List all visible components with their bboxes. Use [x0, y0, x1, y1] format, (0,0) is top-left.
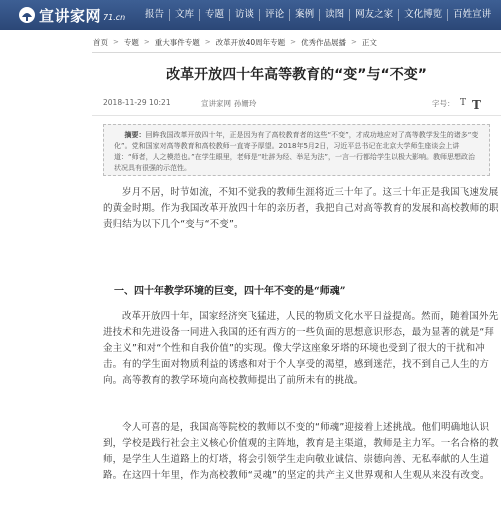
nav-item-library[interactable]: 文库 — [169, 9, 199, 21]
breadcrumb-separator-icon: > — [113, 38, 119, 46]
breadcrumb-separator-icon: > — [204, 38, 211, 46]
nav-item-topics[interactable]: 专题 — [199, 9, 229, 21]
breadcrumb-separator-icon: > — [351, 38, 357, 46]
nav-item-reports[interactable]: 报告 — [145, 9, 165, 20]
breadcrumb-separator-icon: > — [143, 38, 150, 46]
font-size-label: 字号： — [432, 99, 455, 108]
nav-item-cases[interactable]: 案例 — [289, 9, 319, 21]
nav-item-community[interactable]: 网友之家 — [349, 9, 398, 21]
breadcrumb-current: 正文 — [361, 37, 377, 47]
nav-item-culture[interactable]: 文化博览 — [398, 9, 447, 21]
divider — [92, 115, 501, 116]
font-large-button[interactable]: T — [472, 98, 481, 112]
nav-item-public-lectures[interactable]: 百姓宣讲 — [447, 9, 496, 21]
breadcrumb-showcase[interactable]: 优秀作品展播 — [301, 37, 347, 47]
breadcrumb-topics[interactable]: 专题 — [123, 37, 139, 47]
article-paragraph: 岁月不居，时节如流，不知不觉我的教师生涯将近三十年了。这三十年正是我国飞速发展的黄金时期。作为我国改革开放四十年的亲历者，我把自己对高等教育的发展和高校教师的职责归结为以下几个“变与“不变”。 — [103, 187, 499, 230]
divider — [92, 52, 501, 53]
article-abstract — [103, 124, 490, 176]
nav-item-comments[interactable]: 评论 — [259, 9, 289, 21]
logo-emblem-icon — [18, 6, 36, 24]
nav-item-images[interactable]: 读图 — [319, 9, 349, 21]
breadcrumb-separator-icon: > — [290, 38, 297, 46]
abstract-text: 回眸我国改革开放四十年，正是因为有了高校教育者的这些“不变”，才成功地应对了高等教学发生的诸多“变化”。党和国家对高等教育和高校教师一直寄予厚望。2018年5月2日，习近平总书记在北京大学师生座谈会上讲道：“师者，人之模范也。”在学生眼里，老师是“吐辞为经、举足为法”，一言一行都给学生以极大影响。教师思想政治状况具有很强的示范性。 — [114, 131, 479, 172]
breadcrumb — [93, 36, 377, 48]
site-suffix: 71.cn — [103, 13, 126, 22]
breadcrumb-reform-40[interactable]: 改革开放40周年专题 — [215, 37, 286, 47]
article-paragraph: 令人可喜的是，我国高等院校的教师以不变的“师魂”迎接着上述挑战。他们明确地认识到，学校是践行社会主义核心价值观的主阵地，教育是主渠道，教师是主力军。一名合格的教师，是学生人生道路上的灯塔，将会引领学生走向敬业诚信、崇德向善、无私奉献的人生道路。在这四十年里，作为高校教师“灵魂”的坚定的共产主义世界观和人生观从来没有改变。 — [103, 422, 499, 481]
breadcrumb-major-events[interactable]: 重大事件专题 — [154, 37, 200, 47]
breadcrumb-home[interactable]: 首页 — [93, 37, 108, 47]
section-heading: 一、四十年教学环境的巨变，四十年不变的是“师魂” — [114, 286, 346, 297]
site-logo[interactable] — [18, 4, 125, 26]
site-name: 宣讲家网 — [39, 6, 102, 25]
article-title: 改革开放四十年高等教育的“变”与“不变” — [166, 67, 427, 83]
abstract-label: 摘要： — [124, 131, 146, 139]
main-nav — [140, 0, 496, 30]
article-source[interactable]: 宣讲家网 — [201, 99, 231, 108]
nav-item-interviews[interactable]: 访谈 — [229, 9, 259, 21]
article-author: 孙姗玲 — [234, 99, 257, 108]
top-navigation-bar — [0, 0, 501, 30]
publish-date: 2018-11-29 10:21 — [103, 98, 171, 107]
article-meta — [103, 98, 481, 112]
article-paragraph: 改革开放四十年，国家经济突飞猛进，人民的物质文化水平日益提高。然而，随着国外先进技术和先进设备一同进入我国的还有西方的一些负面的思想意识形态，最为显著的就是“拜金主义”和对“个性和自我价值”的实现。像大学这座象牙塔的环境也受到了很大的干扰和冲击。有的学生面对物质利益的诱惑和对于个人享受的渴望，感到迷茫，找不到自己人生的方向。高等教育的教学环境向高校教师提出了前所未有的挑战。 — [103, 311, 499, 386]
font-small-button[interactable]: T — [460, 98, 467, 108]
